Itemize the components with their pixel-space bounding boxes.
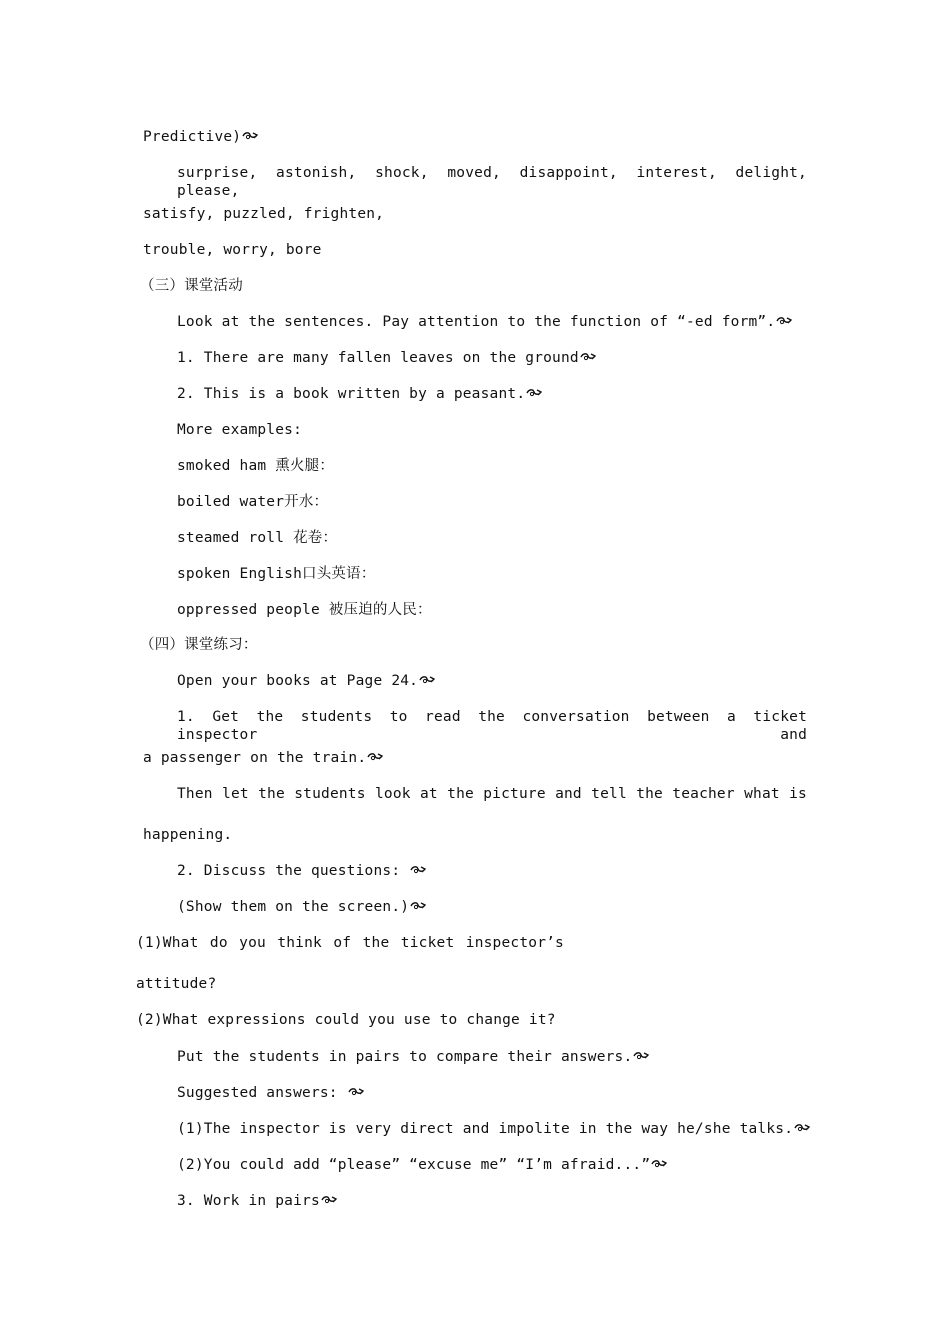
paragraph-mark-icon [348, 1086, 364, 1098]
paragraph-mark-icon [580, 351, 596, 363]
paragraph-mark-icon [776, 315, 792, 327]
text-line: attitude? [136, 976, 217, 992]
text-line: boiled water开水： [177, 494, 329, 510]
text-line: 3. Work in pairs [177, 1192, 337, 1210]
text-line: (2)What expressions could you use to change it? [136, 1012, 556, 1028]
text-line: smoked ham 熏火腿： [177, 458, 335, 474]
text-line: Put the students in pairs to compare their answers. [177, 1048, 649, 1066]
text-line: oppressed people 被压迫的人民： [177, 602, 432, 618]
text-line: satisfy, puzzled, frighten, [143, 206, 385, 222]
paragraph-mark-icon [367, 751, 383, 763]
text-line: (Show them on the screen.) [177, 898, 426, 916]
text-line: steamed roll 花卷： [177, 530, 338, 546]
paragraph-mark-icon [651, 1158, 667, 1170]
text-line: Predictive) [143, 128, 258, 146]
text-line: spoken English口头英语： [177, 566, 376, 582]
text-line: trouble, worry, bore [143, 242, 322, 258]
paragraph-mark-icon [321, 1194, 337, 1206]
text-line: (1)What do you think of the ticket inspector’s [136, 935, 564, 951]
paragraph-mark-icon [419, 674, 435, 686]
text-line: (2)You could add “please” “excuse me” “I’m afraid...” [177, 1156, 667, 1174]
paragraph-mark-icon [526, 387, 542, 399]
text-line: 1. There are many fallen leaves on the ground [177, 349, 596, 367]
paragraph-mark-icon [242, 130, 258, 142]
text-line: (1)The inspector is very direct and impolite in the way he/she talks. [177, 1120, 810, 1138]
text-line: 1. Get the students to read the conversation between a ticket inspector and [177, 709, 807, 743]
text-line: surprise, astonish, shock, moved, disappoint, interest, delight, please, [177, 165, 807, 199]
text-line: Then let the students look at the picture and tell the teacher what is [177, 786, 807, 802]
paragraph-mark-icon [633, 1050, 649, 1062]
paragraph-mark-icon [794, 1122, 810, 1134]
text-line: happening. [143, 827, 233, 843]
paragraph-mark-icon [410, 900, 426, 912]
paragraph-mark-icon [410, 864, 426, 876]
text-line: More examples: [177, 422, 303, 438]
section-heading: （三）课堂活动 [140, 278, 243, 294]
text-line: 2. Discuss the questions: [177, 862, 426, 880]
text-line: Suggested answers: [177, 1084, 364, 1102]
text-line: 2. This is a book written by a peasant. [177, 385, 542, 403]
section-heading: （四）课堂练习： [140, 637, 258, 653]
text-line: Open your books at Page 24. [177, 672, 435, 690]
text-line: Look at the sentences. Pay attention to the function of “-ed form”. [177, 313, 792, 331]
text-line: a passenger on the train. [143, 749, 383, 767]
